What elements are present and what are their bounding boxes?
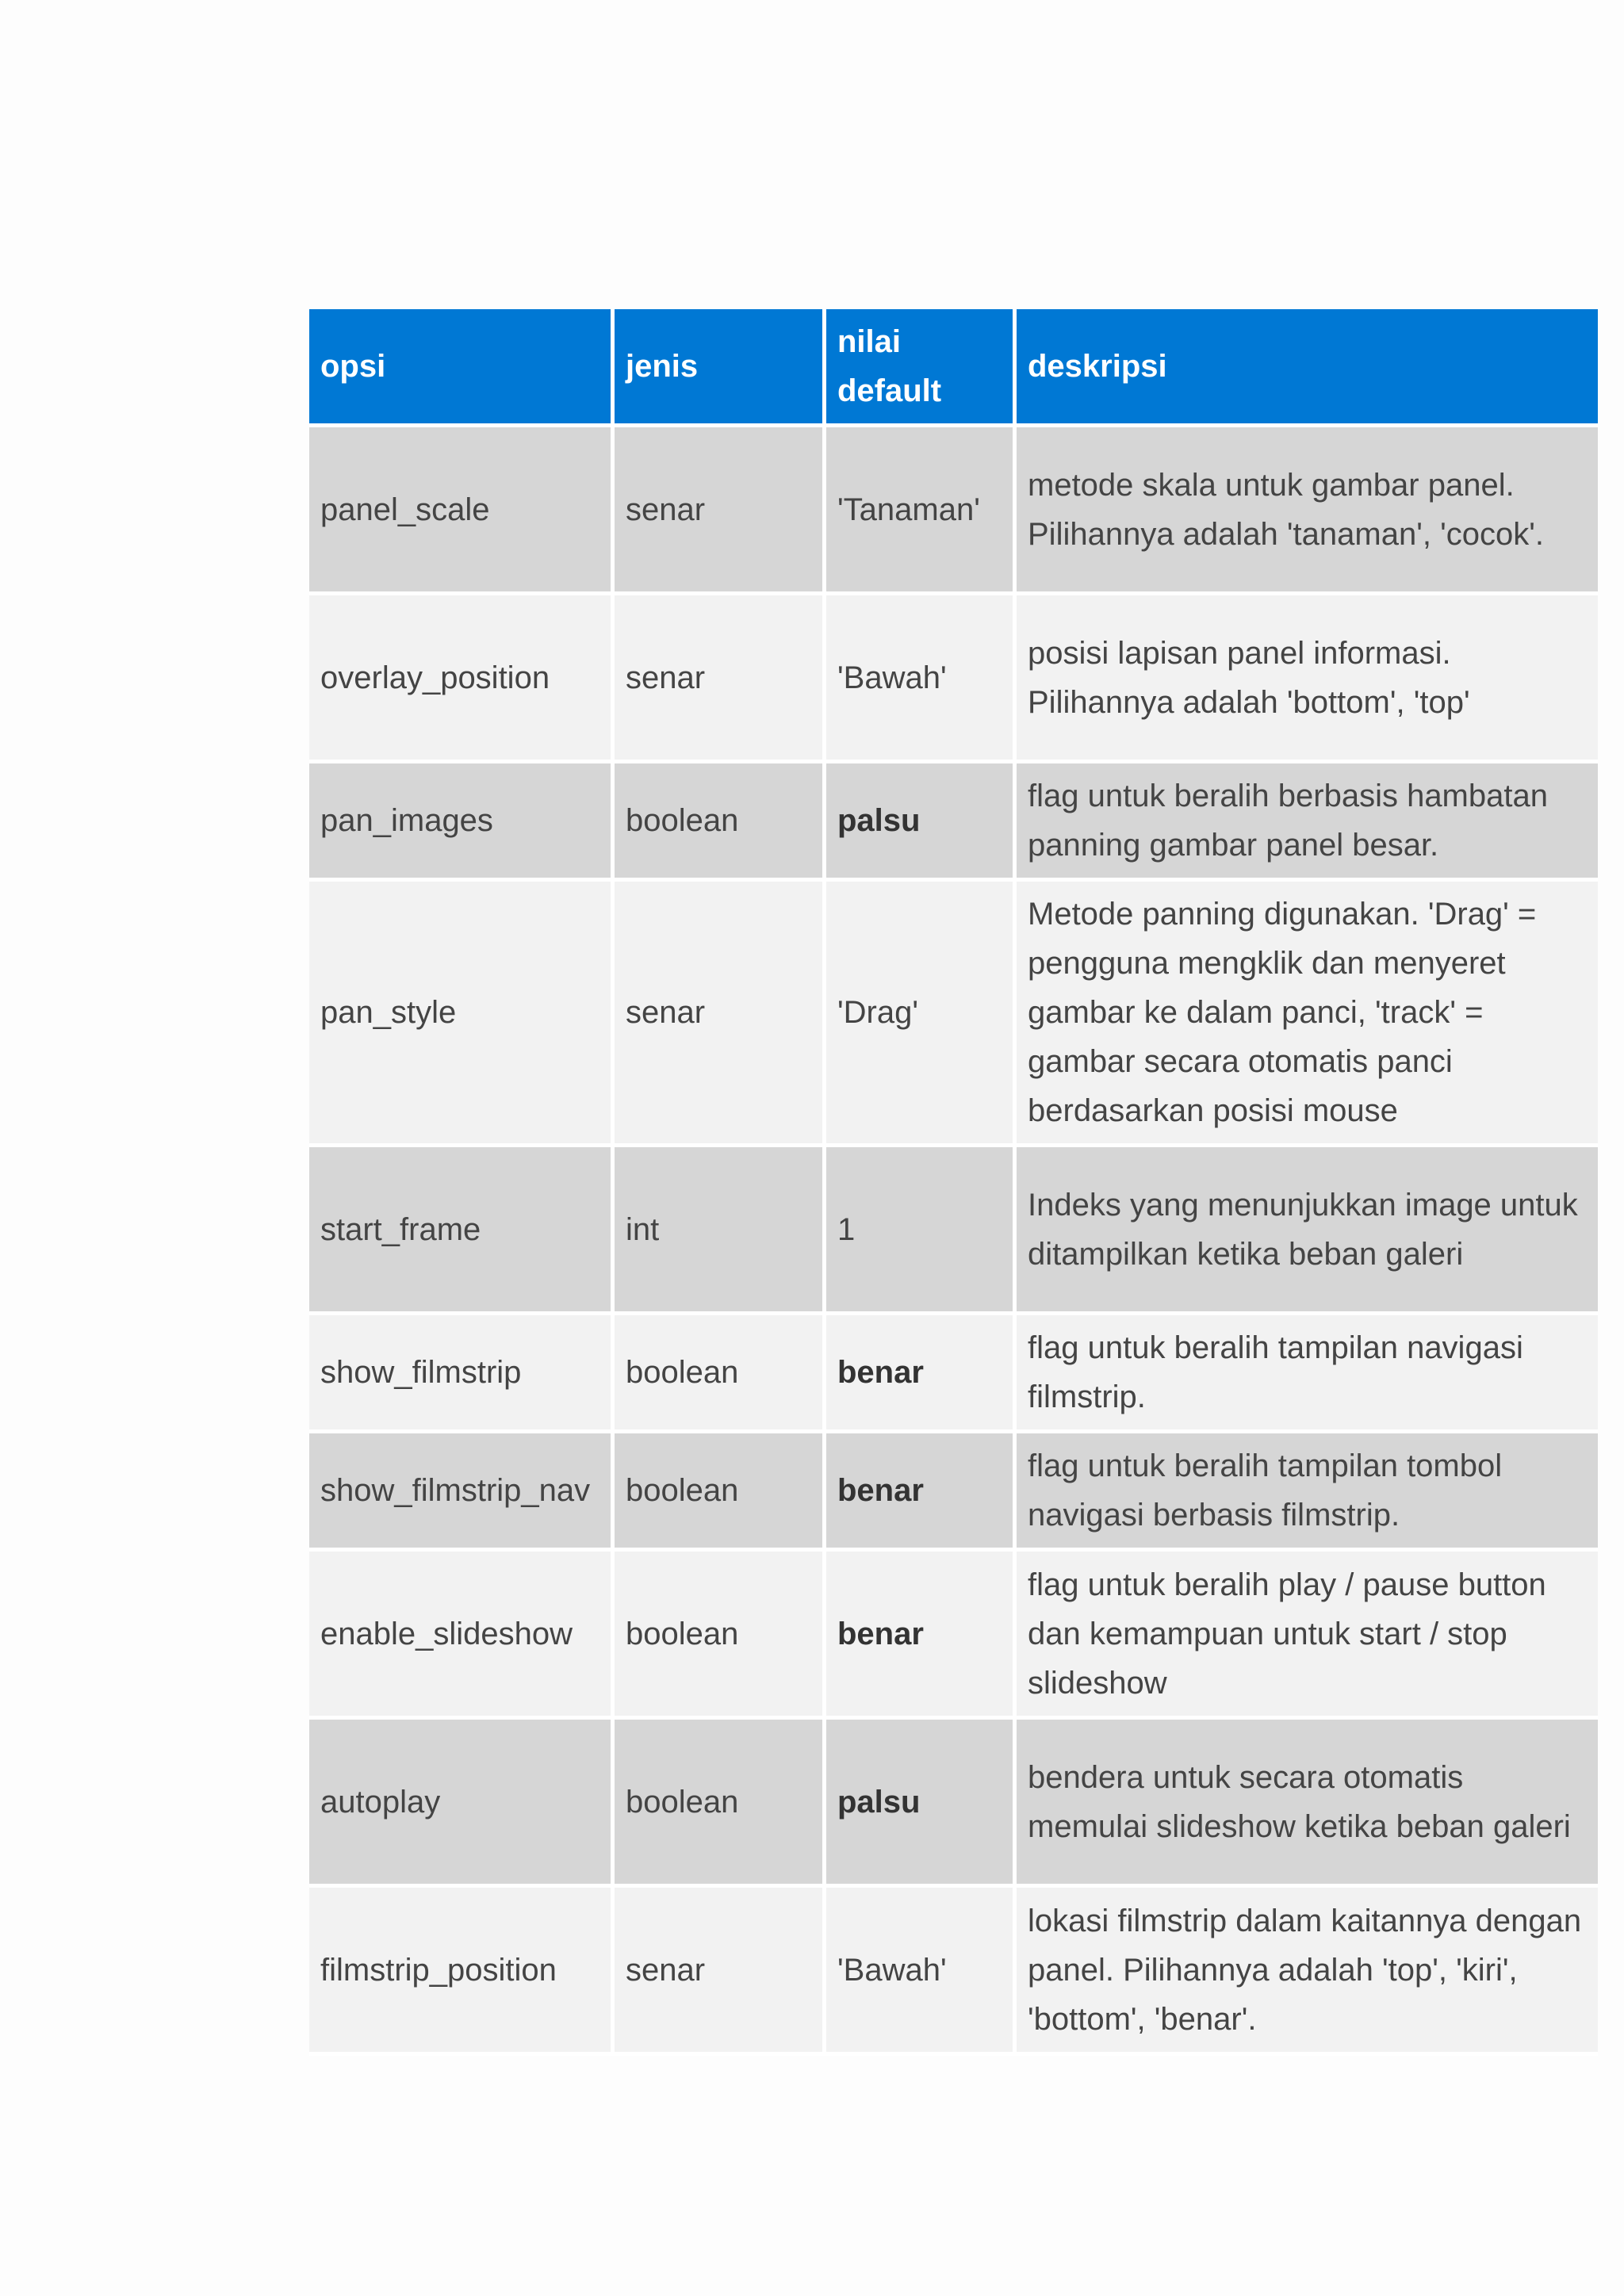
cell-opsi: show_filmstrip bbox=[309, 1315, 615, 1433]
cell-deskripsi: Metode panning digunakan. 'Drag' = pengguna mengklik dan menyeret gambar ke dalam panci, 'track' = gambar secara otomatis panci berdasarkan posisi mouse bbox=[1017, 882, 1598, 1147]
cell-opsi: pan_style bbox=[309, 882, 615, 1147]
table-row bbox=[309, 1888, 1598, 2056]
cell-opsi: pan_images bbox=[309, 763, 615, 882]
cell-default: benar bbox=[826, 1433, 1017, 1552]
header-deskripsi: deskripsi bbox=[1017, 309, 1598, 427]
cell-deskripsi: lokasi filmstrip dalam kaitannya dengan panel. Pilihannya adalah 'top', 'kiri', 'bottom', 'benar'. bbox=[1017, 1888, 1598, 2056]
cell-opsi: filmstrip_position bbox=[309, 1888, 615, 2056]
cell-default: 'Drag' bbox=[826, 882, 1017, 1147]
table-row bbox=[309, 882, 1598, 1147]
cell-opsi: start_frame bbox=[309, 1147, 615, 1315]
cell-jenis: senar bbox=[615, 595, 826, 763]
cell-jenis: boolean bbox=[615, 1720, 826, 1888]
table-row bbox=[309, 1433, 1598, 1552]
cell-opsi: panel_scale bbox=[309, 427, 615, 595]
options-table bbox=[309, 309, 1598, 2056]
cell-deskripsi: metode skala untuk gambar panel. Pilihannya adalah 'tanaman', 'cocok'. bbox=[1017, 427, 1598, 595]
cell-jenis: boolean bbox=[615, 1315, 826, 1433]
cell-deskripsi: flag untuk beralih tampilan navigasi filmstrip. bbox=[1017, 1315, 1598, 1433]
header-opsi: opsi bbox=[309, 309, 615, 427]
cell-default: benar bbox=[826, 1315, 1017, 1433]
cell-deskripsi: Indeks yang menunjukkan image untuk ditampilkan ketika beban galeri bbox=[1017, 1147, 1598, 1315]
table-row bbox=[309, 763, 1598, 882]
table-row bbox=[309, 1720, 1598, 1888]
cell-jenis: boolean bbox=[615, 1433, 826, 1552]
table-row bbox=[309, 1315, 1598, 1433]
cell-jenis: int bbox=[615, 1147, 826, 1315]
cell-default: palsu bbox=[826, 1720, 1017, 1888]
cell-deskripsi: bendera untuk secara otomatis memulai slideshow ketika beban galeri bbox=[1017, 1720, 1598, 1888]
cell-opsi: overlay_position bbox=[309, 595, 615, 763]
table-row bbox=[309, 427, 1598, 595]
cell-opsi: enable_slideshow bbox=[309, 1552, 615, 1720]
cell-default: 'Tanaman' bbox=[826, 427, 1017, 595]
table-header-row bbox=[309, 309, 1598, 427]
cell-default: palsu bbox=[826, 763, 1017, 882]
cell-jenis: boolean bbox=[615, 763, 826, 882]
cell-default: benar bbox=[826, 1552, 1017, 1720]
cell-deskripsi: posisi lapisan panel informasi. Pilihannya adalah 'bottom', 'top' bbox=[1017, 595, 1598, 763]
table-row bbox=[309, 595, 1598, 763]
cell-default: 1 bbox=[826, 1147, 1017, 1315]
cell-jenis: senar bbox=[615, 882, 826, 1147]
cell-deskripsi: flag untuk beralih play / pause button dan kemampuan untuk start / stop slideshow bbox=[1017, 1552, 1598, 1720]
cell-deskripsi: flag untuk beralih berbasis hambatan panning gambar panel besar. bbox=[1017, 763, 1598, 882]
cell-opsi: show_filmstrip_nav bbox=[309, 1433, 615, 1552]
cell-opsi: autoplay bbox=[309, 1720, 615, 1888]
cell-jenis: boolean bbox=[615, 1552, 826, 1720]
cell-default: 'Bawah' bbox=[826, 595, 1017, 763]
cell-default: 'Bawah' bbox=[826, 1888, 1017, 2056]
header-jenis: jenis bbox=[615, 309, 826, 427]
cell-deskripsi: flag untuk beralih tampilan tombol navigasi berbasis filmstrip. bbox=[1017, 1433, 1598, 1552]
cell-jenis: senar bbox=[615, 1888, 826, 2056]
table-row bbox=[309, 1552, 1598, 1720]
table-row bbox=[309, 1147, 1598, 1315]
cell-jenis: senar bbox=[615, 427, 826, 595]
header-nilai-default: nilai default bbox=[826, 309, 1017, 427]
